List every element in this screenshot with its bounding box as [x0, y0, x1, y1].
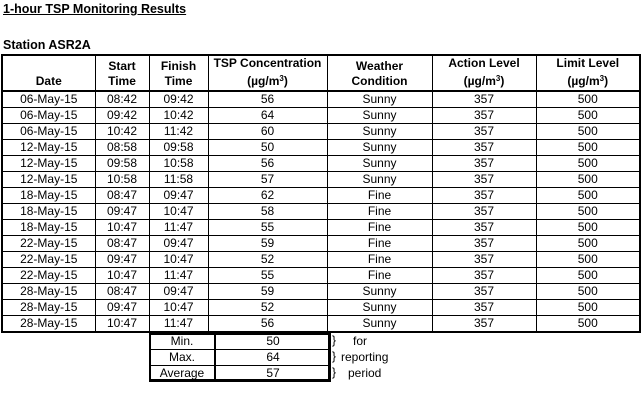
tsp-results-table: [1, 54, 641, 333]
table-row: [2, 204, 640, 220]
summary-average-value: 57: [215, 365, 331, 382]
cell-action-level: 357: [432, 252, 536, 268]
cell-finish-time: 10:47: [149, 300, 208, 316]
cell-limit-level: 500: [536, 300, 640, 316]
cell-start-time: 08:58: [95, 140, 149, 156]
cell-action-level: 357: [432, 124, 536, 140]
table-row: [2, 172, 640, 188]
cell-date: 06-May-15: [2, 124, 95, 140]
cell-tsp-value: 55: [208, 220, 327, 236]
header-start-time: Start Time: [95, 55, 149, 91]
cell-start-time: 10:47: [95, 220, 149, 236]
cell-date: 22-May-15: [2, 252, 95, 268]
cell-weather: Sunny: [327, 284, 432, 300]
cell-action-level: 357: [432, 316, 536, 333]
cell-date: 18-May-15: [2, 220, 95, 236]
cell-start-time: 09:47: [95, 300, 149, 316]
brace: }: [332, 333, 337, 347]
cell-finish-time: 11:42: [149, 124, 208, 140]
cell-action-level: 357: [432, 188, 536, 204]
cell-weather: Fine: [327, 220, 432, 236]
cell-date: 18-May-15: [2, 204, 95, 220]
cell-tsp-value: 57: [208, 172, 327, 188]
cell-weather: Fine: [327, 204, 432, 220]
cell-start-time: 10:42: [95, 124, 149, 140]
cell-tsp-value: 52: [208, 300, 327, 316]
cell-date: 28-May-15: [2, 300, 95, 316]
cell-tsp-value: 55: [208, 268, 327, 284]
table-row: [2, 124, 640, 140]
cell-tsp-value: 59: [208, 284, 327, 300]
table-row: [2, 300, 640, 316]
cell-limit-level: 500: [536, 204, 640, 220]
cell-date: 22-May-15: [2, 236, 95, 252]
cell-start-time: 09:58: [95, 156, 149, 172]
cell-tsp-value: 60: [208, 124, 327, 140]
brace: }: [332, 349, 337, 363]
cell-limit-level: 500: [536, 124, 640, 140]
cell-action-level: 357: [432, 140, 536, 156]
cell-weather: Fine: [327, 188, 432, 204]
cell-tsp-value: 58: [208, 204, 327, 220]
header-finish-time: Finish Time: [149, 55, 208, 91]
cell-date: 22-May-15: [2, 268, 95, 284]
cell-limit-level: 500: [536, 316, 640, 333]
cell-action-level: 357: [432, 204, 536, 220]
cell-start-time: 08:42: [95, 91, 149, 108]
cell-weather: Fine: [327, 268, 432, 284]
cell-date: 06-May-15: [2, 91, 95, 108]
header-date: Date: [2, 55, 95, 91]
cell-weather: Sunny: [327, 156, 432, 172]
summary-max-value: 64: [215, 349, 331, 366]
cell-limit-level: 500: [536, 284, 640, 300]
cell-tsp-value: 64: [208, 108, 327, 124]
cell-date: 12-May-15: [2, 140, 95, 156]
cell-weather: Sunny: [327, 91, 432, 108]
cell-action-level: 357: [432, 236, 536, 252]
cell-weather: Fine: [327, 236, 432, 252]
cell-finish-time: 11:47: [149, 316, 208, 333]
cell-finish-time: 09:42: [149, 91, 208, 108]
cell-finish-time: 10:47: [149, 252, 208, 268]
station-label: Station ASR2A: [3, 38, 91, 52]
cell-finish-time: 09:47: [149, 236, 208, 252]
cell-finish-time: 11:47: [149, 220, 208, 236]
table-row: [2, 108, 640, 124]
brace: }: [332, 365, 337, 379]
cell-start-time: 09:42: [95, 108, 149, 124]
table-row: [2, 252, 640, 268]
cell-date: 28-May-15: [2, 316, 95, 333]
cell-date: 12-May-15: [2, 172, 95, 188]
cell-date: 18-May-15: [2, 188, 95, 204]
cell-tsp-value: 56: [208, 91, 327, 108]
cell-limit-level: 500: [536, 108, 640, 124]
table-row: [2, 188, 640, 204]
cell-date: 12-May-15: [2, 156, 95, 172]
summary-note-for: for: [353, 334, 368, 348]
cell-start-time: 08:47: [95, 236, 149, 252]
cell-finish-time: 10:42: [149, 108, 208, 124]
cell-limit-level: 500: [536, 268, 640, 284]
cell-action-level: 357: [432, 91, 536, 108]
cell-weather: Sunny: [327, 172, 432, 188]
table-row: [2, 284, 640, 300]
cell-date: 06-May-15: [2, 108, 95, 124]
table-row: [2, 91, 640, 108]
cell-limit-level: 500: [536, 156, 640, 172]
cell-limit-level: 500: [536, 140, 640, 156]
cell-start-time: 09:47: [95, 204, 149, 220]
table-row: [2, 316, 640, 333]
cell-action-level: 357: [432, 108, 536, 124]
page-title: 1-hour TSP Monitoring Results: [3, 2, 187, 16]
cell-finish-time: 11:47: [149, 268, 208, 284]
cell-weather: Sunny: [327, 316, 432, 333]
cell-tsp-value: 56: [208, 316, 327, 333]
cell-limit-level: 500: [536, 236, 640, 252]
cell-tsp-value: 52: [208, 252, 327, 268]
cell-tsp-value: 56: [208, 156, 327, 172]
cell-date: 28-May-15: [2, 284, 95, 300]
table-row: [2, 140, 640, 156]
header-tsp-concentration: TSP Concentration $(\mu g/m^3)$: [208, 55, 327, 91]
cell-start-time: 10:58: [95, 172, 149, 188]
cell-weather: Fine: [327, 252, 432, 268]
cell-finish-time: 11:58: [149, 172, 208, 188]
table-body: [2, 91, 640, 332]
cell-finish-time: 10:47: [149, 204, 208, 220]
cell-finish-time: 09:58: [149, 140, 208, 156]
cell-limit-level: 500: [536, 172, 640, 188]
cell-action-level: 357: [432, 172, 536, 188]
summary-average-label: Average: [149, 365, 215, 382]
header-weather-condition: Weather Condition: [327, 55, 432, 91]
cell-start-time: 08:47: [95, 284, 149, 300]
table-header-row: [2, 55, 640, 91]
header-limit-level: Limit Level $(\mu g/m^3)$: [536, 55, 640, 91]
cell-action-level: 357: [432, 268, 536, 284]
summary-max-label: Max.: [149, 349, 215, 366]
cell-start-time: 10:47: [95, 268, 149, 284]
cell-finish-time: 10:58: [149, 156, 208, 172]
cell-finish-time: 09:47: [149, 284, 208, 300]
table-row: [2, 268, 640, 284]
cell-action-level: 357: [432, 156, 536, 172]
cell-finish-time: 09:47: [149, 188, 208, 204]
cell-start-time: 09:47: [95, 252, 149, 268]
cell-limit-level: 500: [536, 252, 640, 268]
table-row: [2, 220, 640, 236]
summary-note-reporting: reporting: [341, 350, 389, 364]
summary-note-period: period: [348, 366, 382, 380]
summary-min-label: Min.: [149, 333, 215, 350]
cell-limit-level: 500: [536, 220, 640, 236]
cell-weather: Sunny: [327, 108, 432, 124]
cell-action-level: 357: [432, 300, 536, 316]
cell-start-time: 10:47: [95, 316, 149, 333]
cell-tsp-value: 50: [208, 140, 327, 156]
cell-limit-level: 500: [536, 91, 640, 108]
cell-weather: Sunny: [327, 140, 432, 156]
cell-action-level: 357: [432, 284, 536, 300]
table-row: [2, 236, 640, 252]
cell-action-level: 357: [432, 220, 536, 236]
summary-min-value: 50: [215, 333, 331, 350]
header-action-level: Action Level $(\mu g/m^3)$: [432, 55, 536, 91]
cell-weather: Sunny: [327, 124, 432, 140]
cell-tsp-value: 59: [208, 236, 327, 252]
cell-tsp-value: 62: [208, 188, 327, 204]
cell-start-time: 08:47: [95, 188, 149, 204]
cell-weather: Sunny: [327, 300, 432, 316]
cell-limit-level: 500: [536, 188, 640, 204]
table-row: [2, 156, 640, 172]
